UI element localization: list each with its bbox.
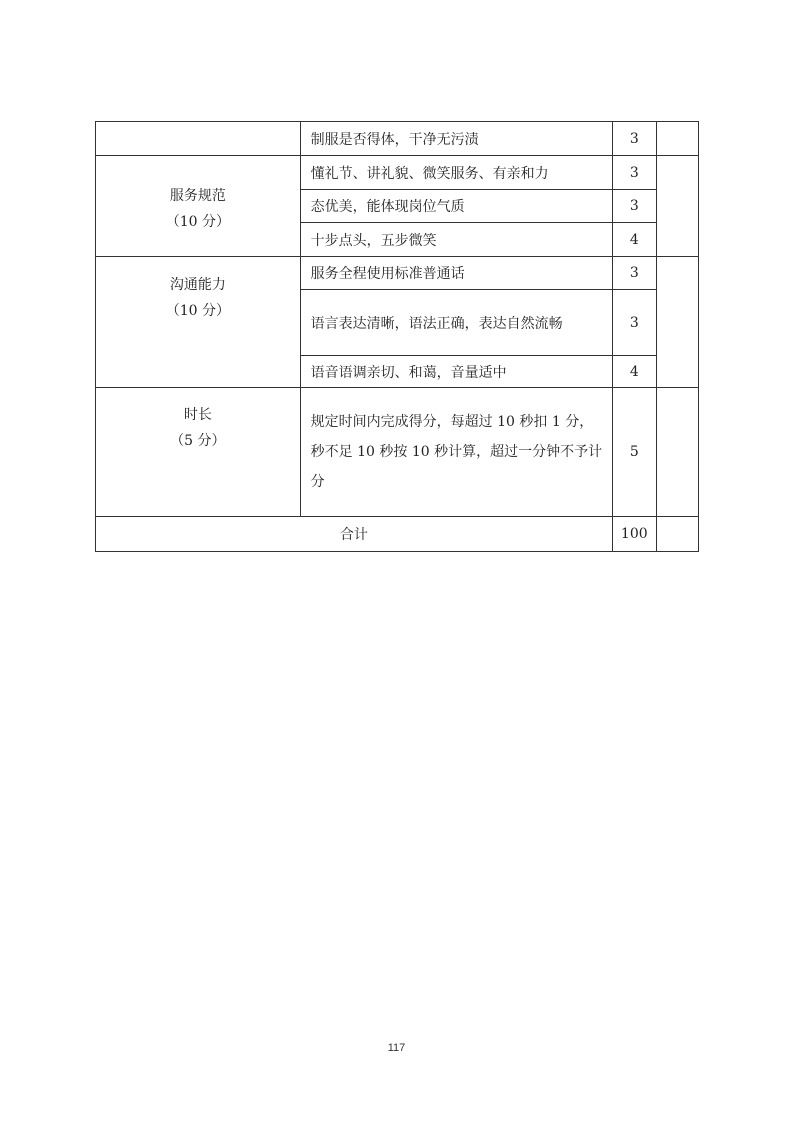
score-cell: 4 [612,356,656,388]
category-service-standards [96,156,301,257]
result-cell [656,517,698,552]
table-row-total [96,517,699,552]
scoring-table [95,121,699,552]
criterion-item: 语音语调亲切、和蔼，音量适中 [300,356,612,388]
criterion-item: 十步点头，五步微笑 [300,223,612,257]
criterion-uniform: 制服是否得体，干净无污渍 [300,122,612,156]
score-cell: 3 [612,190,656,223]
total-score: 100 [612,517,656,552]
table-row [96,122,699,156]
total-label: 合计 [96,517,613,552]
result-cell [656,156,698,257]
category-points: （10 分） [165,303,230,319]
category-title: 服务规范 [169,188,226,204]
result-cell [656,257,698,388]
category-communication [96,257,301,388]
score-cell: 3 [612,122,656,156]
table-row [96,257,699,290]
category-title: 时长 [183,407,212,423]
result-cell [656,122,698,156]
result-cell [656,388,698,517]
category-duration [96,388,301,517]
score-cell: 5 [612,388,656,517]
category-cell-empty [96,122,301,156]
score-cell: 3 [612,156,656,190]
score-cell: 3 [612,257,656,290]
category-title: 沟通能力 [169,277,226,293]
score-cell: 3 [612,290,656,356]
table-row [96,156,699,190]
criterion-item: 服务全程使用标准普通话 [300,257,612,290]
category-points: （10 分） [165,214,230,230]
table-row [96,388,699,517]
criterion-item: 态优美，能体现岗位气质 [300,190,612,223]
criterion-item: 懂礼节、讲礼貌、微笑服务、有亲和力 [300,156,612,190]
category-points: （5 分） [170,433,226,449]
page-number: 117 [387,1042,406,1054]
criterion-item: 规定时间内完成得分，每超过 10 秒扣 1 分，秒不足 10 秒按 10 秒计算，超过一分钟不予计分 [300,388,612,517]
criterion-item: 语言表达清晰，语法正确，表达自然流畅 [300,290,612,356]
score-cell: 4 [612,223,656,257]
